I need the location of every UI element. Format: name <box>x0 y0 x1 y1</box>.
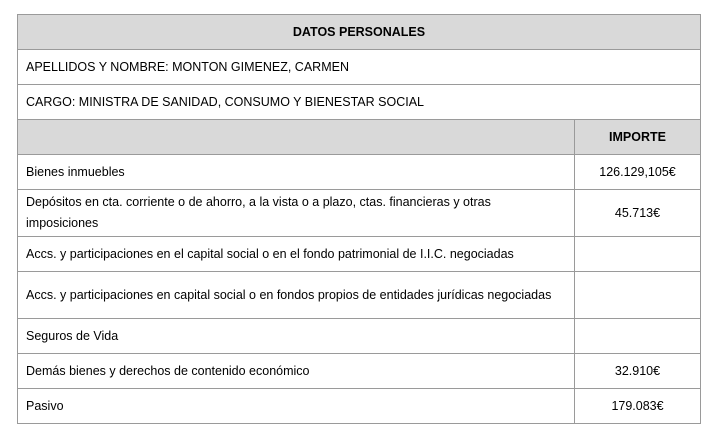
table-row <box>18 237 701 272</box>
concept-cell: Depósitos en cta. corriente o de ahorro, a la vista o a plazo, ctas. financieras y otras imposiciones <box>18 190 575 237</box>
personal-data-table <box>17 14 701 424</box>
table-row <box>18 272 701 319</box>
amount-cell: 179.083€ <box>575 389 701 424</box>
role-row <box>18 85 701 120</box>
amount-cell <box>575 237 701 272</box>
concept-cell: Bienes inmuebles <box>18 155 575 190</box>
name-row <box>18 50 701 85</box>
table-row <box>18 155 701 190</box>
concept-cell: Seguros de Vida <box>18 319 575 354</box>
title-row <box>18 15 701 50</box>
amount-cell: 126.129,105€ <box>575 155 701 190</box>
amount-header: IMPORTE <box>575 120 701 155</box>
role-field: CARGO: MINISTRA DE SANIDAD, CONSUMO Y BIENESTAR SOCIAL <box>18 85 701 120</box>
concept-cell: Accs. y participaciones en el capital social o en el fondo patrimonial de I.I.C. negociadas <box>18 237 575 272</box>
amount-cell <box>575 319 701 354</box>
table-row <box>18 389 701 424</box>
concept-cell: Pasivo <box>18 389 575 424</box>
table-row <box>18 354 701 389</box>
concept-cell: Demás bienes y derechos de contenido económico <box>18 354 575 389</box>
concept-cell: Accs. y participaciones en capital social o en fondos propios de entidades jurídicas negociadas <box>18 272 575 319</box>
table-row <box>18 319 701 354</box>
table-title: DATOS PERSONALES <box>18 15 701 50</box>
table-row <box>18 190 701 237</box>
concept-header <box>18 120 575 155</box>
amount-cell: 32.910€ <box>575 354 701 389</box>
amount-cell <box>575 272 701 319</box>
amount-cell: 45.713€ <box>575 190 701 237</box>
column-header-row <box>18 120 701 155</box>
name-field: APELLIDOS Y NOMBRE: MONTON GIMENEZ, CARMEN <box>18 50 701 85</box>
